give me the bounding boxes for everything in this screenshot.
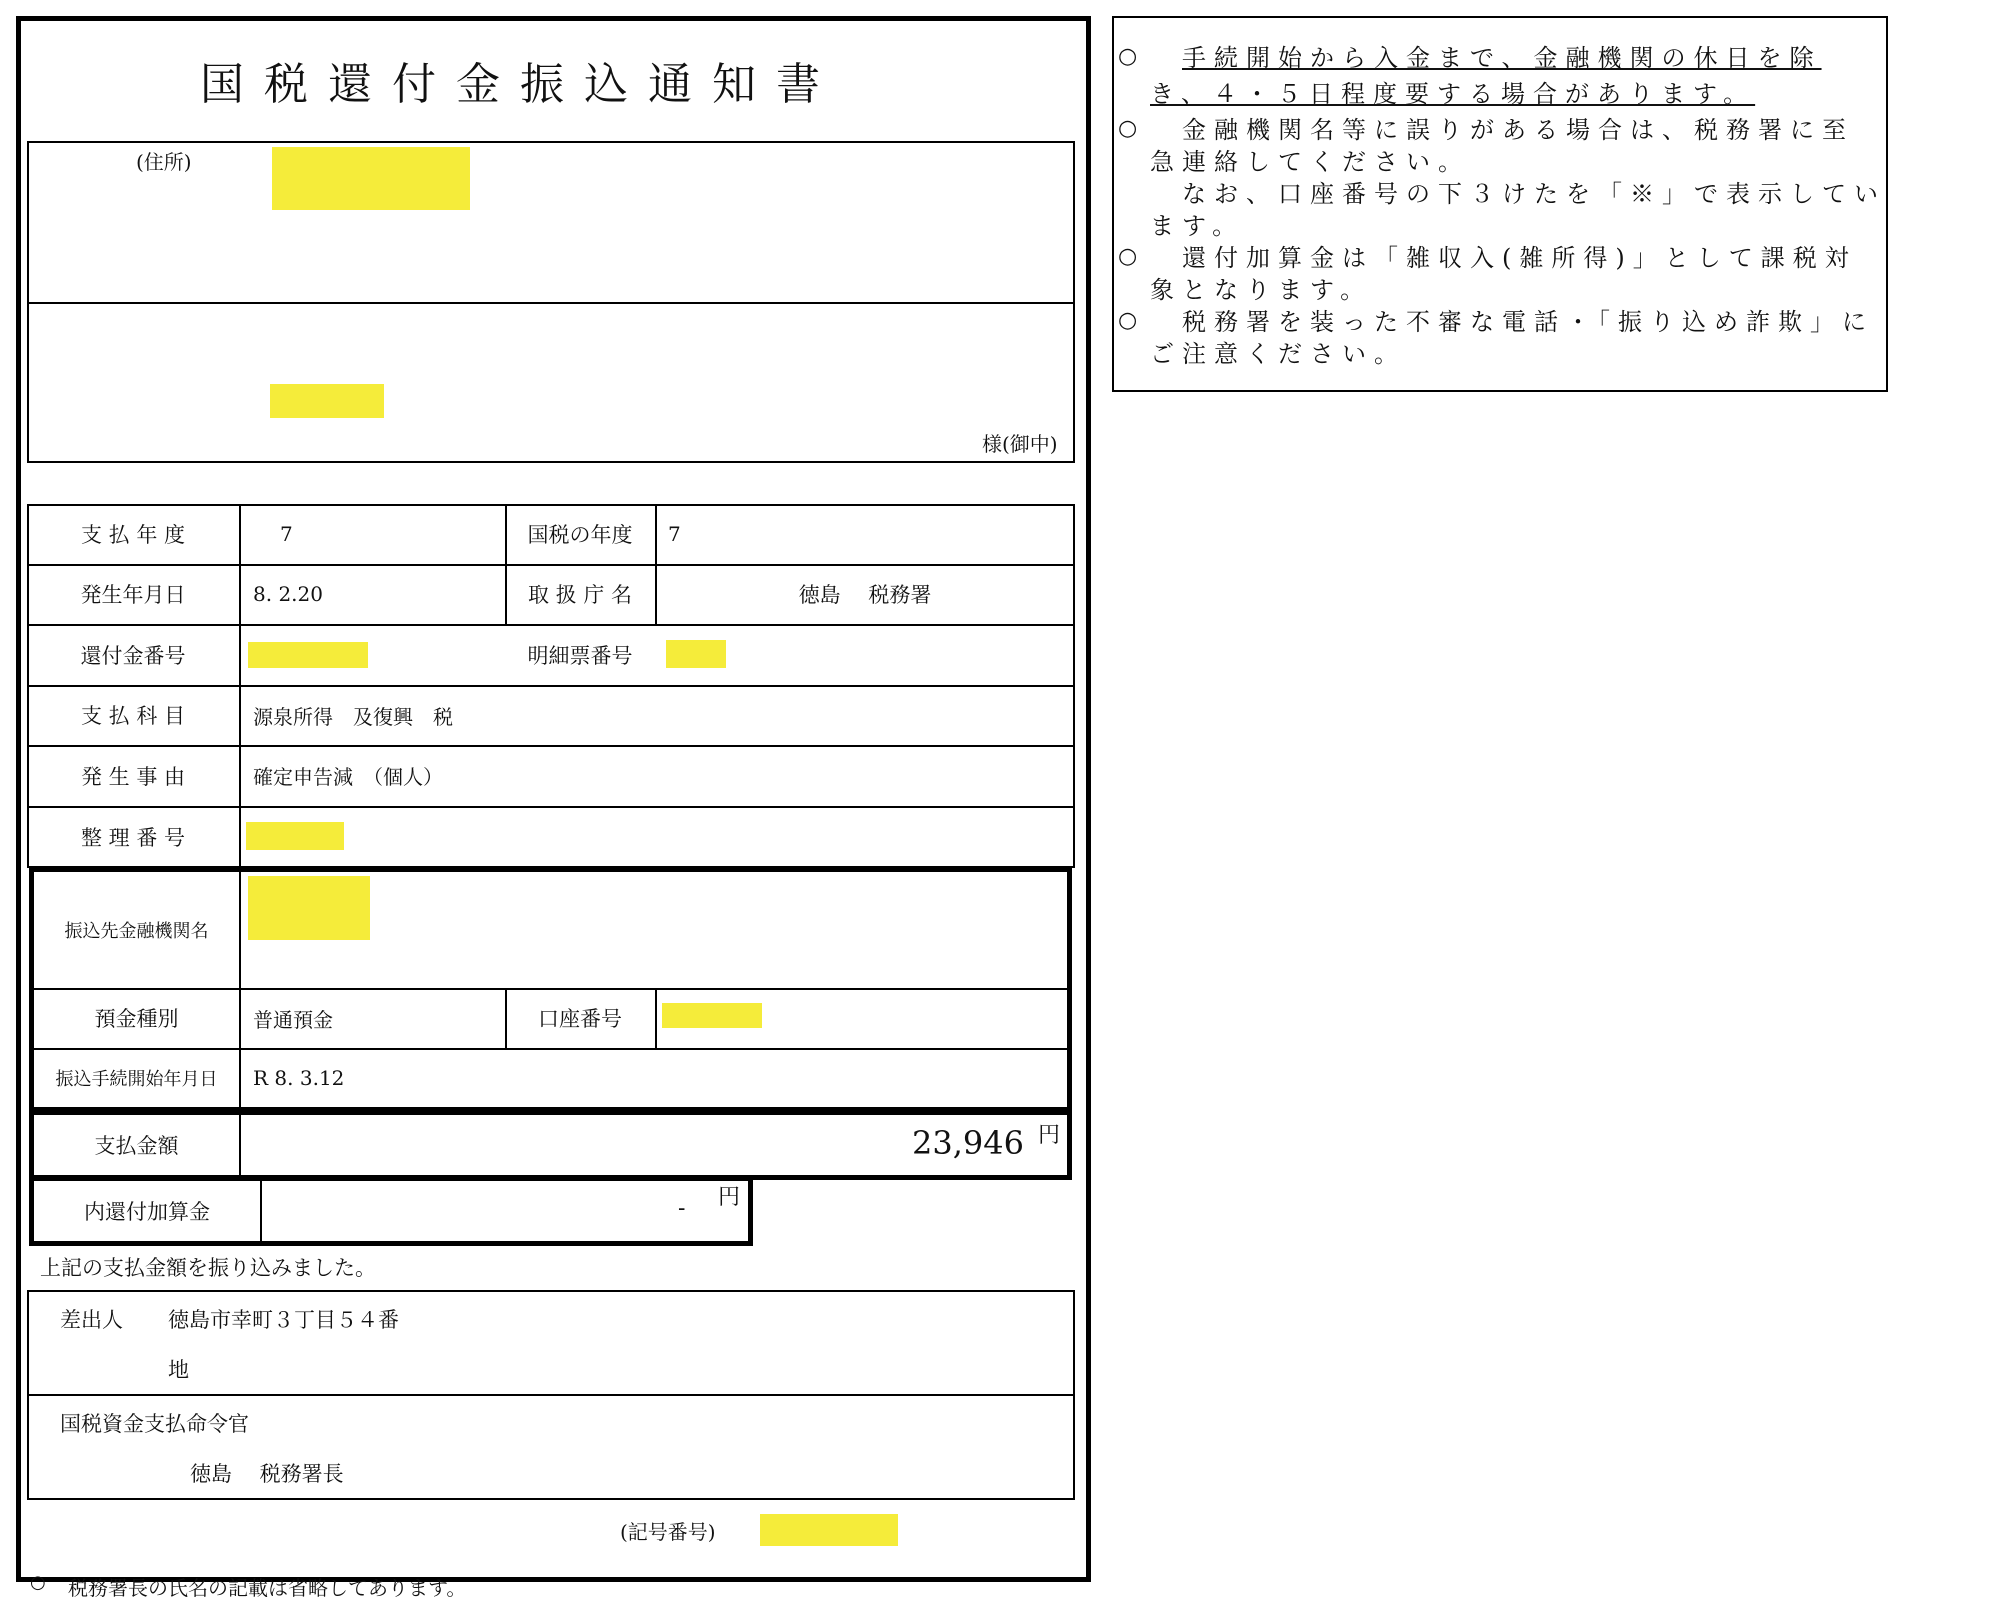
address-label: (住所) [136,150,192,174]
office-label: 取 扱 庁 名 [527,583,633,607]
transfer-start-label: 振込手続開始年月日 [55,1069,218,1090]
note3-line1: 還付加算金は「雑収入(雑所得)」として課税対 [1182,244,1857,272]
payment-year-label: 支 払 年 度 [80,523,186,547]
redacted-recipient-name [270,384,384,418]
payment-year-value: 7 [280,522,293,546]
redacted-account-number [662,1003,762,1028]
note4-line1: 税務署を装った不審な電話・「振り込め詐欺」に [1182,308,1874,336]
note2-line1: 金融機関名等に誤りがある場合は、税務署に至 [1182,116,1854,144]
note2-line3: なお、口座番号の下３けたを「※」で表示してい [1182,180,1886,208]
bank-name-label: 振込先金融機関名 [64,921,209,942]
interest-label: 内還付加算金 [84,1200,210,1224]
interest-value: - [678,1196,686,1221]
note1-bullet: ○ [1118,44,1138,69]
address-divider [27,302,1075,304]
redacted-bank-name [248,876,370,940]
statement-number-label: 明細票番号 [527,643,633,668]
amount-unit: 円 [1038,1123,1061,1148]
office-value: 徳島 税務署 [798,583,932,607]
payment-item-label: 支 払 科 目 [80,704,186,728]
note4-bullet: ○ [1118,308,1138,333]
account-number-label: 口座番号 [538,1007,622,1031]
redacted-address [272,147,470,210]
footer-note: 税務署長の氏名の記載は省略してあります。 [68,1576,467,1600]
officer-title: 国税資金支払命令官 [60,1412,249,1436]
deposit-type-value: 普通預金 [253,1007,333,1032]
redacted-control-number [246,822,344,850]
officer-name: 徳島 税務署長 [190,1462,344,1486]
redacted-symbol-number [760,1514,898,1546]
deposit-type-label: 預金種別 [94,1007,179,1031]
payment-item-value: 源泉所得 及復興 税 [253,704,453,729]
note1-line2: き、４・５日程度要する場合があります。 [1150,80,1756,108]
reason-value: 確定申告減 （個人） [253,765,443,789]
note1-line1: 手続開始から入金まで、金融機関の休日を除 [1182,44,1822,72]
interest-unit: 円 [718,1185,741,1210]
note4-line2: ご注意ください。 [1150,340,1406,368]
occurrence-date-label: 発生年月日 [80,583,186,607]
note2-line2: 急連絡してください。 [1150,148,1470,176]
sender-address-line2: 地 [168,1358,189,1382]
note2-line4: ます。 [1150,212,1245,240]
note2-bullet: ○ [1118,116,1138,141]
sender-label: 差出人 [60,1308,123,1332]
symbol-number-label: (記号番号) [620,1520,716,1544]
redacted-refund-number [248,642,368,668]
note3-line2: 象となります。 [1150,276,1373,304]
reason-label: 発 生 事 由 [80,764,186,789]
amount-value: 23,946 [912,1124,1024,1162]
control-number-label: 整 理 番 号 [80,826,186,850]
occurrence-date-value: 8. 2.20 [253,582,323,606]
footer-bullet: ○ [30,1572,46,1593]
refund-number-label: 還付金番号 [80,643,186,668]
document-title: 国税還付金振込通知書 [200,59,840,110]
transfer-start-value: R 8. 3.12 [253,1066,345,1090]
redacted-statement-number [666,640,726,668]
note3-bullet: ○ [1118,244,1138,269]
honorific: 様(御中) [982,432,1058,456]
amount-label: 支払金額 [94,1134,179,1158]
transfer-statement: 上記の支払金額を振り込みました。 [40,1256,376,1280]
tax-year-value: 7 [668,522,681,546]
tax-year-label: 国税の年度 [527,523,633,547]
sender-address-line1: 徳島市幸町３丁目５４番 [168,1308,399,1332]
